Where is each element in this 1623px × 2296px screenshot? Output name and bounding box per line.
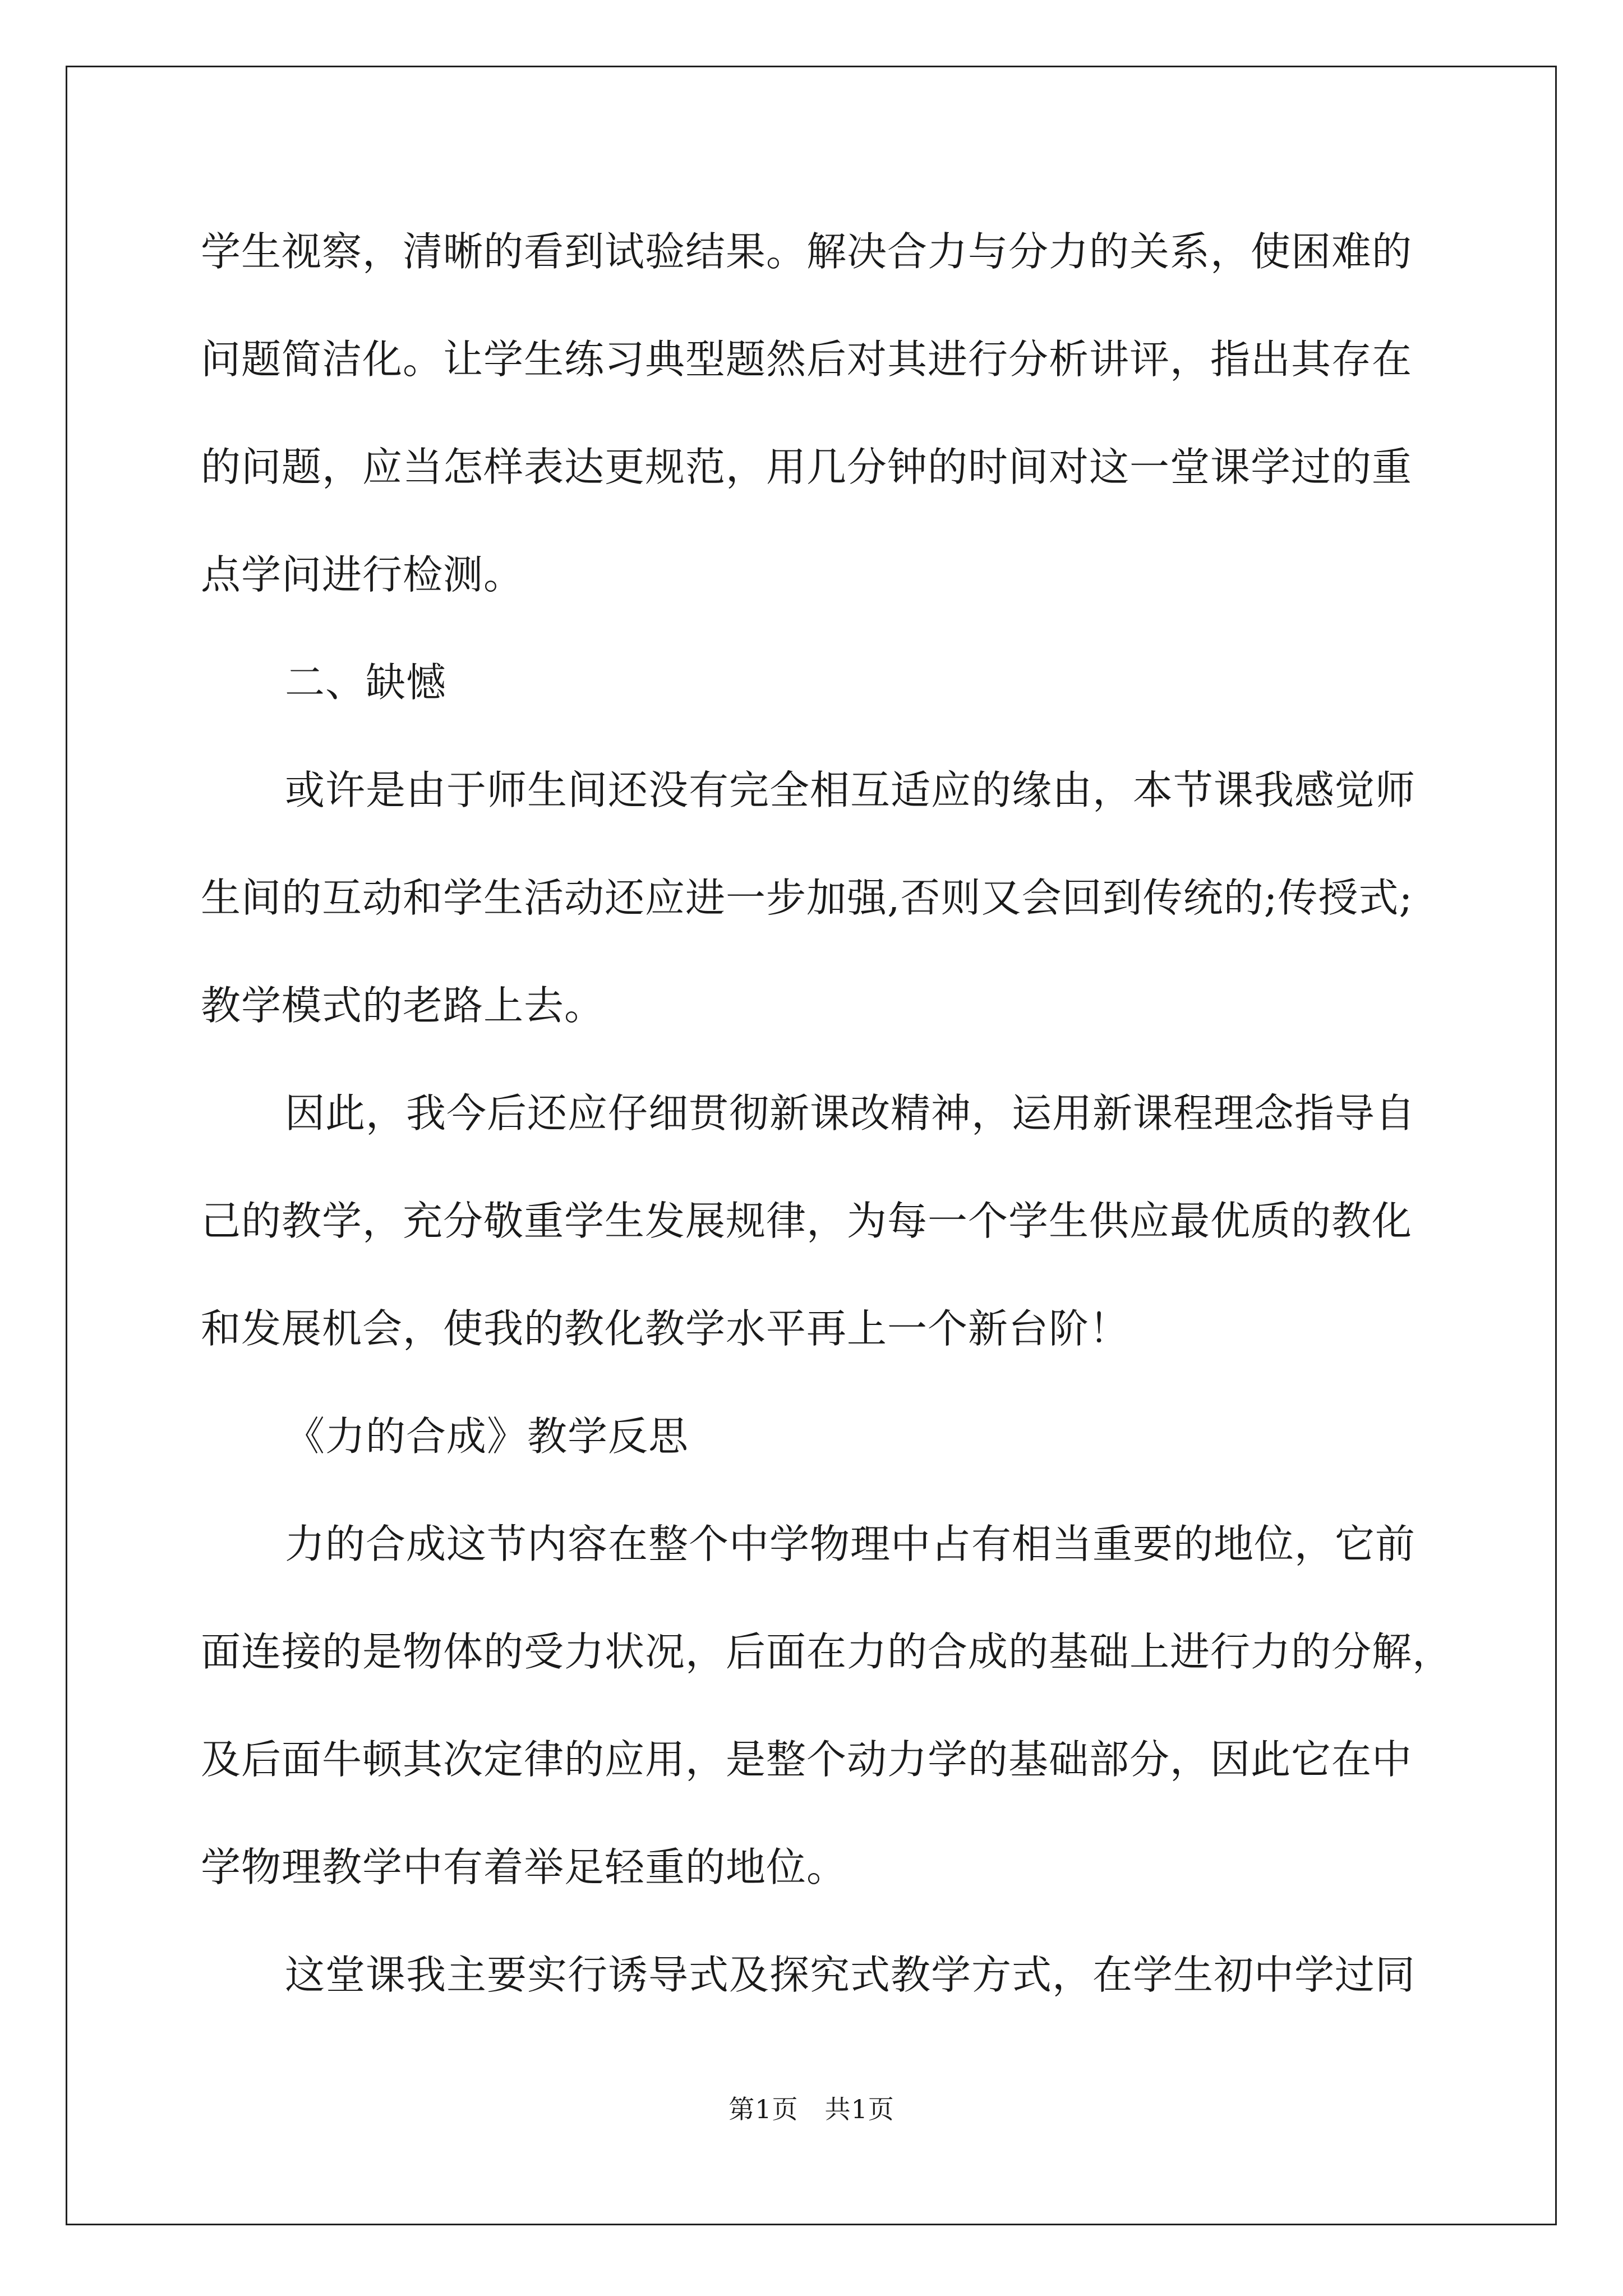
text-line: 或许是由于师生间还没有完全相互适应的缘由，本节课我感觉师 [285,767,1416,813]
text-line: 学生视察，清晰的看到试验结果。解决合力与分力的关系，使困难的 [201,228,1413,275]
text-line: 的问题，应当怎样表达更规范，用几分钟的时间对这一堂课学过的重 [201,444,1413,490]
text-line: 教学模式的老路上去。 [201,982,605,1029]
text-line: 生间的互动和学生活动还应进一步加强,否则又会回到传统的;传授式; [201,875,1413,921]
text-line: 力的合成这节内容在整个中学物理中占有相当重要的地位，它前 [285,1521,1416,1567]
page-border [66,66,1557,2225]
text-line: 学物理教学中有着举足轻重的地位。 [201,1844,847,1890]
article-title: 《力的合成》教学反思 [285,1413,689,1460]
section-heading: 二、缺憾 [285,659,447,706]
text-line: 己的教学，充分敬重学生发展规律，为每一个学生供应最优质的教化 [201,1198,1413,1244]
text-line: 点学问进行检测。 [201,551,524,598]
text-line: 和发展机会，使我的教化教学水平再上一个新台阶！ [201,1305,1130,1352]
page-number: 第1页 共1页 [728,2094,895,2124]
text-line: 及后面牛顿其次定律的应用，是整个动力学的基础部分，因此它在中 [201,1736,1413,1783]
text-line: 面连接的是物体的受力状况，后面在力的合成的基础上进行力的分解， [201,1628,1453,1675]
text-line: 因此，我今后还应仔细贯彻新课改精神，运用新课程理念指导自 [285,1090,1416,1137]
text-line: 问题简洁化。让学生练习典型题然后对其进行分析讲评，指出其存在 [201,336,1413,383]
text-line: 这堂课我主要实行诱导式及探究式教学方式，在学生初中学过同 [285,1952,1416,1998]
